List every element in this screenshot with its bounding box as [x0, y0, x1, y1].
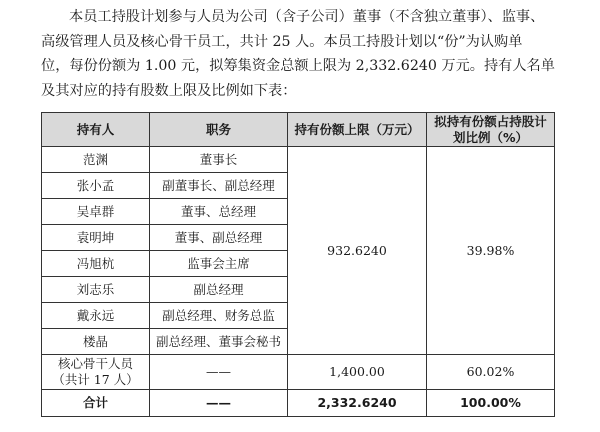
- holder-position: 副总经理: [150, 277, 288, 303]
- members-ratio: 39.98%: [427, 147, 555, 355]
- holder-name: 袁明坤: [42, 225, 150, 251]
- holder-name: 刘志乐: [42, 277, 150, 303]
- total-row: [42, 390, 555, 417]
- total-position: ——: [150, 390, 288, 417]
- holder-table: [41, 112, 555, 417]
- holder-position: 董事、总经理: [150, 199, 288, 225]
- holder-position: 监事会主席: [150, 251, 288, 277]
- total-max-shares: 2,332.6240: [288, 390, 427, 417]
- core-staff-max-shares: 1,400.00: [288, 355, 427, 390]
- intro-line-2: 高级管理人员及核心骨干员工，共计 25 人。本员工持股计划以“份”为认购单: [41, 33, 523, 50]
- holder-position: 副总经理、财务总监: [150, 303, 288, 329]
- core-staff-name: 核心骨干人员（共计 17 人）: [42, 355, 150, 390]
- holder-position: 副董事长、副总经理: [150, 173, 288, 199]
- holder-name: 吴卓群: [42, 199, 150, 225]
- holder-name: 张小孟: [42, 173, 150, 199]
- holder-table-header: [42, 113, 555, 147]
- holder-position: 副总经理、董事会秘书: [150, 329, 288, 355]
- holder-table-body: [42, 147, 555, 417]
- intro-line-1: 本员工持股计划参与人员为公司（含子公司）董事（不含独立董事）、监事、: [69, 9, 545, 25]
- header-ratio: 拟持有份额占持股计划比例（%）: [427, 113, 555, 147]
- core-staff-row: [42, 355, 555, 390]
- table-row: [42, 147, 555, 173]
- header-position: 职务: [150, 113, 288, 147]
- header-max-shares: 持有份额上限（万元）: [288, 113, 427, 147]
- intro-line-4: 及其对应的持有股数上限及比例如下表：: [41, 82, 297, 99]
- holder-name: 戴永远: [42, 303, 150, 329]
- intro-paragraph: [41, 5, 561, 103]
- core-staff-position: ——: [150, 355, 288, 390]
- header-holder: 持有人: [42, 113, 150, 147]
- total-ratio: 100.00%: [427, 390, 555, 417]
- holder-position: 董事、副总经理: [150, 225, 288, 251]
- holder-name: 范渊: [42, 147, 150, 173]
- holder-name: 冯旭杭: [42, 251, 150, 277]
- header-row: [42, 113, 555, 147]
- members-max-shares: 932.6240: [288, 147, 427, 355]
- holder-name: 楼晶: [42, 329, 150, 355]
- total-label: 合计: [42, 390, 150, 417]
- intro-line-3: 位，每份份额为 1.00 元，拟筹集资金总额上限为 2,332.6240 万元。持有人名单: [41, 58, 555, 75]
- core-staff-ratio: 60.02%: [427, 355, 555, 390]
- holder-position: 董事长: [150, 147, 288, 173]
